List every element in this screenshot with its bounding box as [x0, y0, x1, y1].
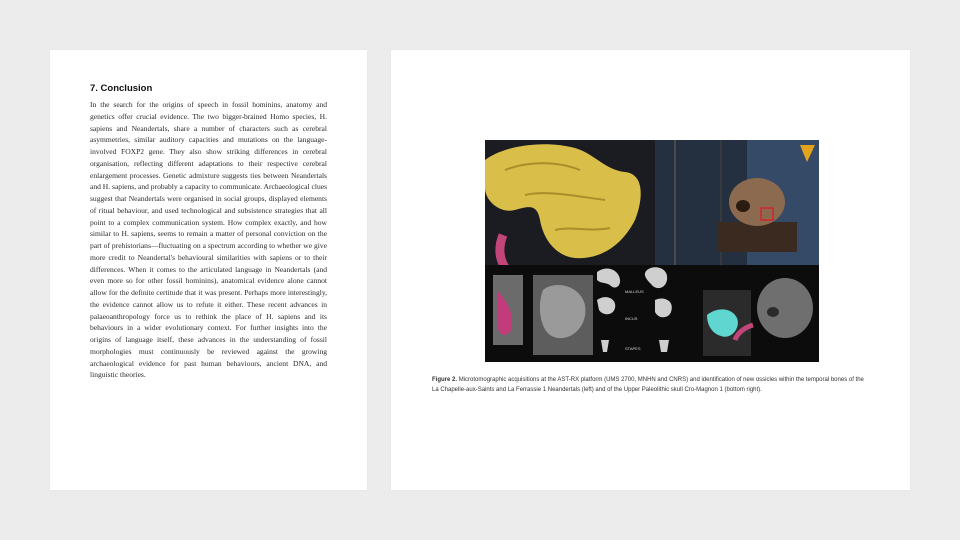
label-stapes: STAPES	[625, 346, 641, 351]
body-paragraph: In the search for the origins of speech in fossil hominins, anatomy and genetics offer crucial evidence. The two bigger-brained Homo species, H. sapiens and Neandertals, share a number of characters such as cerebral asymmetries, similar auditory capacities and mutations on the language-involved FOXP2 gene. They also show striking differences in cerebral organisation, reflecting different adaptations to their respective cerebral enlargement processes. Genetic admixture suggests ties between Neandertals and H. sapiens, and probably a capacity to communicate. Archaeological clues suggest that Neandertals were organised in social groups, displayed elements of ritual behaviour, and used technological and subsistence strategies that all point to a complex communication system. How complex exactly, and how similar to H. sapiens, seems to remain a matter of personal conviction on the part of prehistorians—fluctuating on a spectrum according to whether we give more credit to Neandertal's behavioural similarities with sapiens or to their differences. When it comes to the articulated language in Neandertals (and even more so for other fossil hominins), anatomical evidence alone cannot allow for the definite certitude that it was present. Perhaps more interestingly, the evidence cannot allow us to refute it either. These recent advances in palaeoanthropology force us to rethink the place of H. sapiens and its behaviours in a wider evolutionary context. For further insights into the origins of language itself, these advances in the understanding of fossil morphologies must continuously be reviewed against the growing archaeological evidence for past human behaviours, ancient DNA, and linguistic theories.	[90, 100, 328, 380]
section-heading: 7. Conclusion	[90, 83, 153, 94]
cro-magnon-skull	[757, 278, 813, 338]
label-incus: INCUS	[625, 316, 638, 321]
skull-orbit	[736, 200, 750, 212]
figure-caption	[432, 376, 872, 395]
figure-image	[485, 140, 819, 362]
label-malleus: MALLEUS	[625, 289, 644, 294]
figure-label: Figure 2.	[432, 377, 458, 383]
skull-orbit	[767, 307, 779, 317]
left-page	[50, 50, 367, 490]
skull-specimen	[729, 178, 785, 226]
figure-caption-text: Microtomographic acquisitions at the AST-RX platform (UMS 2700, MNHN and CNRS) and identification of new ossicles within the temporal bones of the La Chapelle-aux-Saints and La Ferrassie 1 Neandertals (left) and of the Upper Paleolithic skull Cro-Magnon 1 (bottom right).	[432, 377, 864, 393]
right-page	[391, 50, 910, 490]
scanner-stage	[717, 222, 797, 252]
microtomography-composite	[485, 140, 819, 362]
